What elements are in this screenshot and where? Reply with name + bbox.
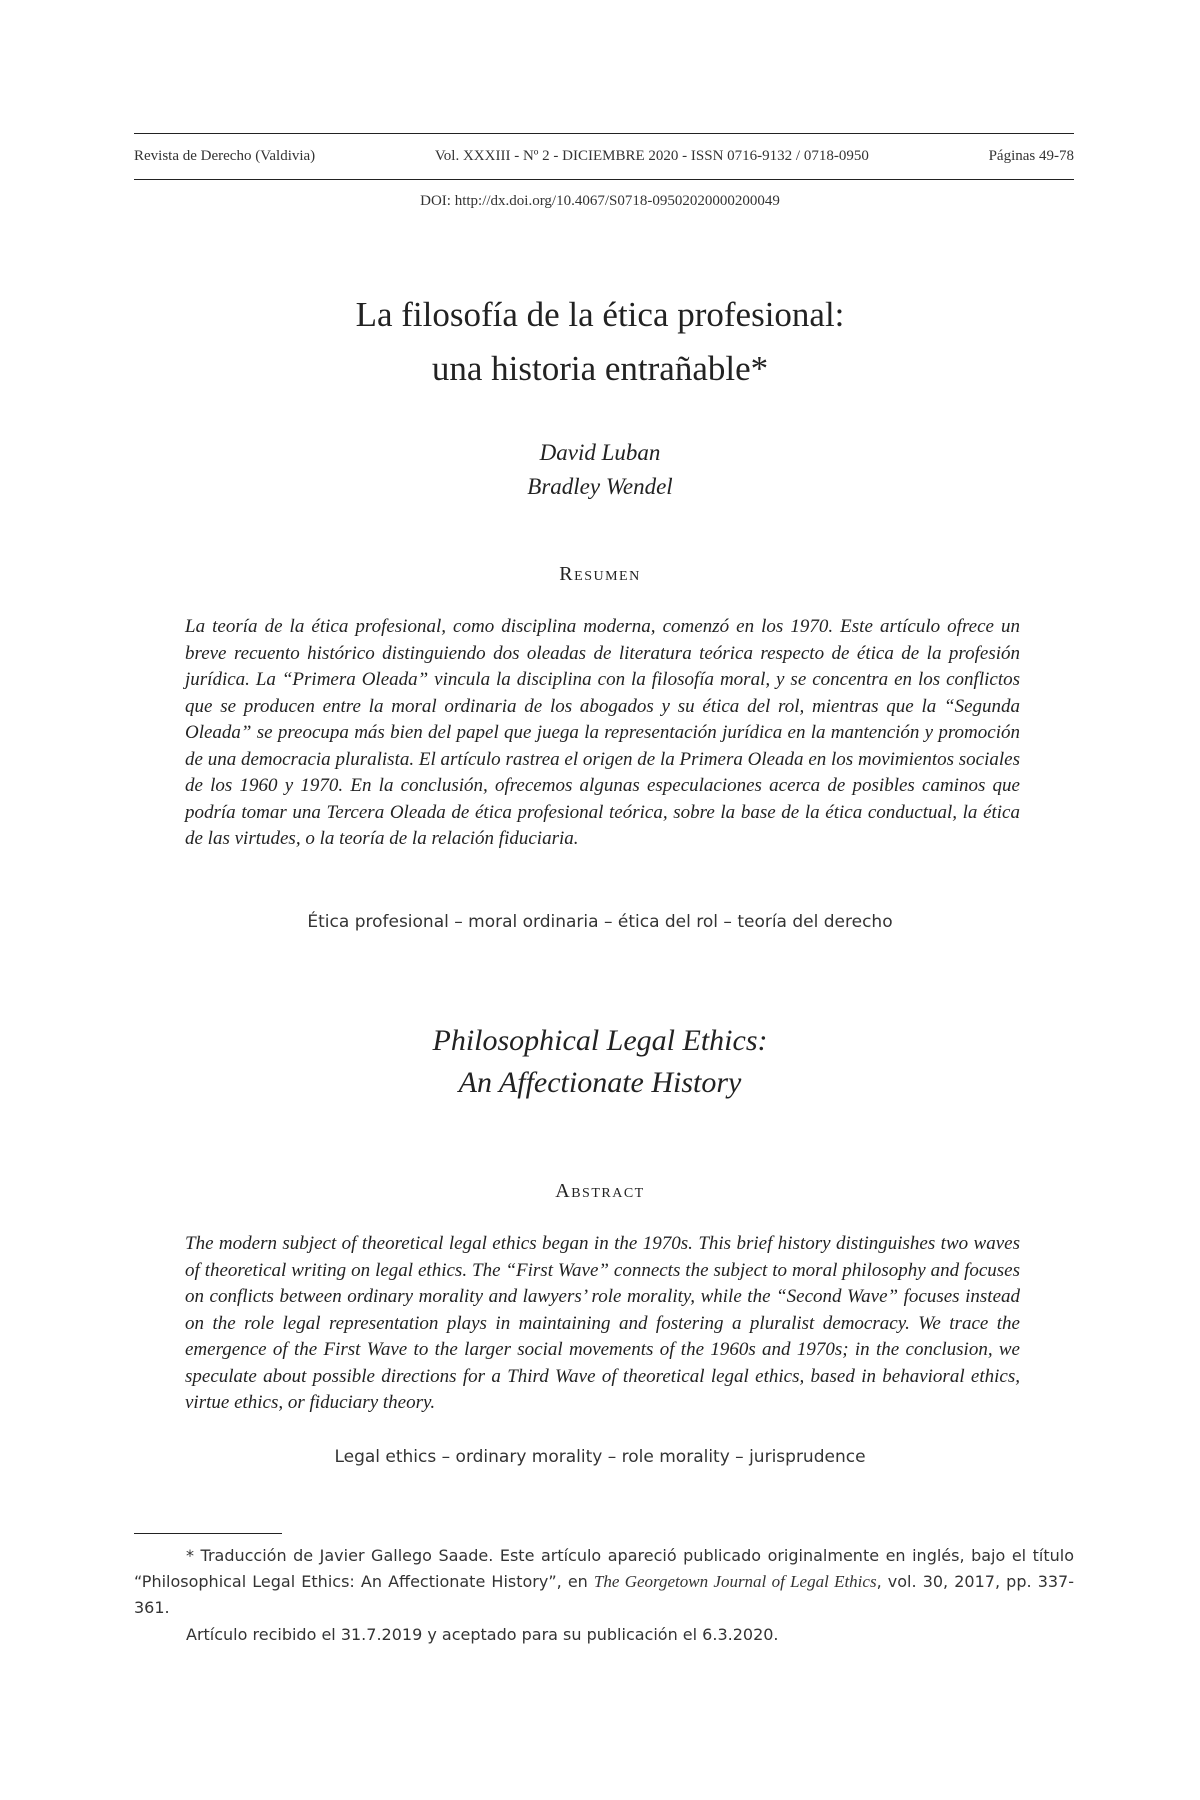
resumen-heading: Resumen (559, 563, 641, 585)
journal-name: Revista de Derecho (Valdivia) (134, 148, 316, 164)
abstract-heading: Abstract (555, 1180, 645, 1202)
abstract-keywords: Legal ethics – ordinary morality – role morality – jurisprudence (334, 1447, 866, 1467)
author-name: Bradley Wendel (527, 474, 673, 499)
article-title (0, 288, 1200, 396)
author-name: David Luban (539, 440, 661, 465)
english-title (0, 1020, 1200, 1104)
footnote-rule (134, 1533, 282, 1534)
header-top-rule (134, 133, 1074, 134)
footnote-citation: , vol. 30, 2017, pp. 337-361. (134, 1572, 1074, 1617)
resumen-text: La teoría de la ética profesional, como disciplina moderna, comenzó en los 1970. Este artículo ofrece un breve recuento histórico distinguiendo dos oleadas de literatura teórica respecto de ética de la profesión jurídica. La “Primera Oleada” vincula la disciplina con la filosofía moral, y se concentra en los conflictos que se producen entre la moral ordinaria de los abogados y su ética del rol, mientras que la “Segunda Oleada” se preocupa más bien del papel que juega la representación jurídica en la mantención y promoción de una democracia pluralista. El artículo rastrea el origen de la Primera Oleada en los movimientos sociales de los 1960 y 1970. En la conclusión, ofrecemos algunas especulaciones acerca de posibles caminos que podría tomar una Tercera Oleada de ética profesional teórica, sobre la base de la ética conductual, la ética de las virtudes, o la teoría de la relación fiduciaria. (185, 616, 1020, 849)
resumen-keywords: Ética profesional – moral ordinaria – ética del rol – teoría del derecho (307, 912, 893, 932)
english-title-line-2: An Affectionate History (458, 1066, 742, 1099)
footnote-journal: The Georgetown Journal of Legal Ethics (593, 1572, 877, 1591)
header-bottom-rule (134, 179, 1074, 180)
footnote-text: * Traducción de Javier Gallego Saade. Este artículo apareció publicado originalmente en inglés, bajo el título “Philosophical Legal Ethics: An Affectionate History”, en (134, 1546, 1074, 1591)
author-list (0, 436, 1200, 504)
footnote-translation (134, 1543, 1074, 1621)
footnote-received: Artículo recibido el 31.7.2019 y aceptado para su publicación el 6.3.2020. (186, 1625, 779, 1644)
abstract-text: The modern subject of theoretical legal ethics began in the 1970s. This brief history distinguishes two waves of theoretical writing on legal ethics. The “First Wave” connects the subject to moral philosophy and focuses on conflicts between ordinary morality and lawyers’ role morality, while the “Second Wave” focuses instead on the role legal representation plays in maintaining and fostering a pluralist democracy. We trace the emergence of the First Wave to the larger social movements of the 1960s and 1970s; in the conclusion, we speculate about possible directions for a Third Wave of theoretical legal ethics, based in behavioral ethics, virtue ethics, or fiduciary theory. (185, 1233, 1020, 1413)
page-range: Páginas 49-78 (988, 148, 1074, 164)
doi-link[interactable]: DOI: http://dx.doi.org/10.4067/S0718-09502020000200049 (420, 193, 780, 209)
english-title-line-1: Philosophical Legal Ethics: (432, 1024, 768, 1057)
title-line-1: La filosofía de la ética profesional: (355, 295, 845, 334)
volume-info: Vol. XXXIII - Nº 2 - DICIEMBRE 2020 - ISSN 0716-9132 / 0718-0950 (434, 148, 869, 164)
running-header (134, 148, 1074, 165)
title-line-2: una historia entrañable* (431, 349, 769, 388)
